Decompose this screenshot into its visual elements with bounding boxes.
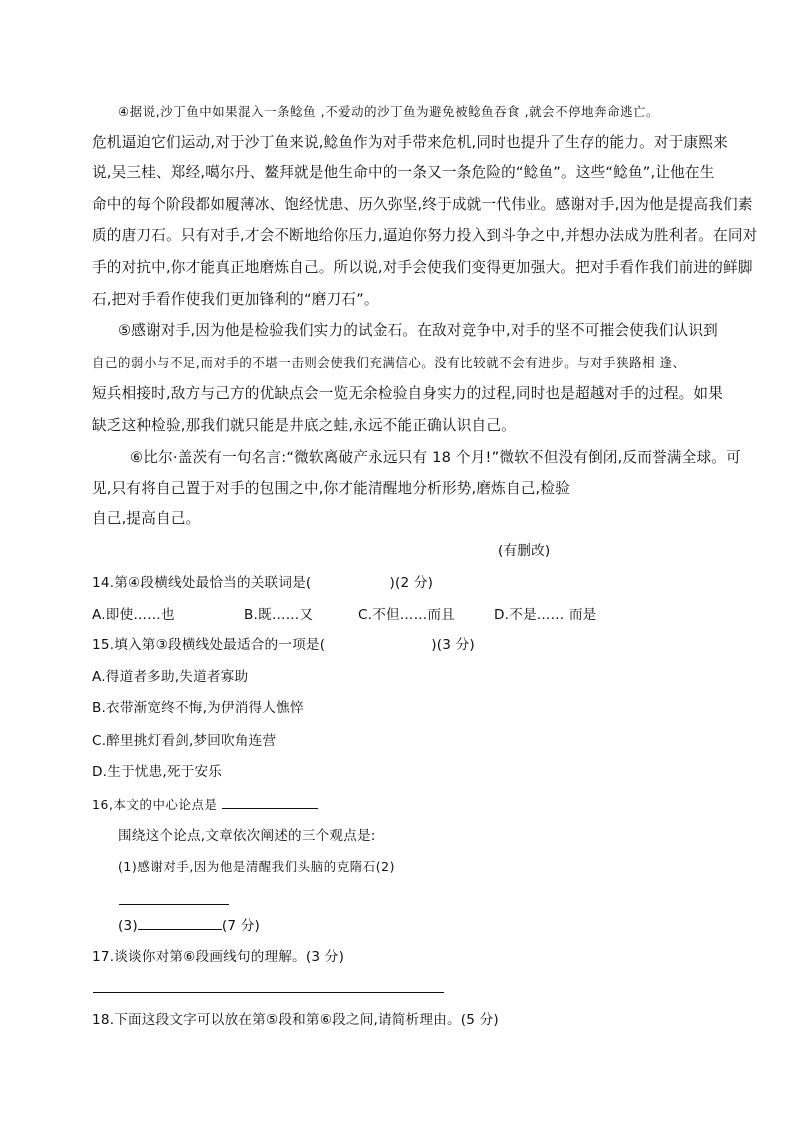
- question-18: 18.下面这段文字可以放在第⑤段和第⑥段之间,请简析理由。(5 分): [92, 1012, 499, 1028]
- question-17-answer-line[interactable]: [93, 992, 444, 993]
- passage-p6-line2: 见,只有将自己置于对手的包围之中,你才能清醒地分析形势,磨炼自己,检验: [92, 480, 570, 497]
- question-16-point-2-blank[interactable]: [119, 904, 229, 905]
- question-16-intro: 围绕这个论点,文章依次阐述的三个观点是:: [118, 828, 376, 844]
- question-14-option-c: C.不但……而且: [358, 607, 455, 623]
- passage-p4-line7: 石,把对手看作使我们更加锋利的“磨刀石”。: [92, 291, 379, 308]
- passage-p5-line4: 缺乏这种检验,那我们就只能是井底之蛙,永远不能正确认识自己。: [92, 417, 516, 434]
- question-14-stem: 14.第④段横线处最恰当的关联词是(: [92, 575, 312, 591]
- passage-p4-line1: ④据说,沙丁鱼中如果混入一条鲶鱼 ,不爱动的沙丁鱼为避免被鲶鱼吞食 ,就会不停地奔命逃亡。: [118, 104, 660, 119]
- question-15-stem: 15.填入第③段横线处最适合的一项是(: [92, 637, 326, 653]
- question-15-option-c: C.醉里挑灯看剑,梦回吹角连营: [92, 733, 277, 749]
- question-14-option-d: D.不是…… 而是: [494, 607, 597, 623]
- question-16-stem: 16,本文的中心论点是: [92, 797, 218, 812]
- question-14-score: )(2 分): [389, 575, 434, 591]
- question-16-point-3: [118, 915, 260, 936]
- passage-p4-line3: 说,吴三桂、郑经,噶尔丹、鳌拜就是他生命中的一条又一条危险的“鲶鱼”。这些“鲶鱼”,让他在生: [92, 164, 715, 181]
- question-17: 17.谈谈你对第⑥段画线句的理解。(3 分): [92, 949, 345, 965]
- question-16-point-1: (1)感谢对手,因为他是清醒我们头脑的克隋石(2): [118, 859, 396, 874]
- question-15-option-a: A.得道者多助,失道者寡助: [92, 669, 249, 685]
- question-14: [92, 573, 433, 593]
- question-16-score: (7 分): [221, 918, 261, 934]
- question-16-answer-blank[interactable]: [222, 794, 318, 809]
- source-note: (有删改): [498, 543, 551, 559]
- question-16: [92, 794, 318, 815]
- passage-p5-line2: 自己的弱小与不足,而对手的不堪一击则会使我们充满信心。没有比较就不会有进步。与对手狭路相 逢、: [92, 355, 686, 370]
- question-14-option-a: A.即使……也: [92, 607, 175, 623]
- passage-p4-line4: 命中的每个阶段都如履薄冰、饱经忧患、历久弥坚,终于成就一代伟业。感谢对手,因为他是提高我们素: [92, 196, 753, 213]
- passage-p5-line3: 短兵相接时,敌方与己方的优缺点会一览无余检验自身实力的过程,同时也是超越对手的过程。如果: [92, 385, 724, 402]
- passage-p5-line1: ⑤感谢对手,因为他是检验我们实力的试金石。在敌对竞争中,对手的坚不可摧会使我们认识到: [118, 322, 718, 339]
- passage-p6-line1: ⑥比尔·盖茨有一句名言:“微软离破产永远只有 18 个月!”微软不但没有倒闭,反而誉满全球。可: [130, 449, 741, 466]
- passage-p4-line5: 质的唐刀石。只有对手,才会不断地给你压力,逼迫你努力投入到斗争之中,并想办法成为胜利者。在同对: [92, 227, 758, 244]
- question-16-point-3-blank[interactable]: [138, 915, 222, 930]
- passage-p6-line3: 自己,提高自己。: [92, 510, 201, 527]
- question-16-point-3-label: (3): [118, 918, 138, 934]
- question-15-score: )(3 分): [431, 637, 475, 653]
- passage-p4-line6: 手的对抗中,你才能真正地磨炼自己。所以说,对手会使我们变得更加强大。把对手看作我们前进的鲜脚: [92, 259, 753, 276]
- passage-p4-line2: 危机逼迫它们运动,对于沙丁鱼来说,鲶鱼作为对手带来危机,同时也提升了生存的能力。对于康熙来: [92, 134, 728, 151]
- question-15-option-b: B.衣带渐宽终不悔,为伊消得人憔悴: [92, 700, 304, 716]
- question-14-option-b: B.既……又: [244, 607, 314, 623]
- question-15-option-d: D.生于忧患,死于安乐: [92, 764, 223, 780]
- question-15: [92, 635, 475, 655]
